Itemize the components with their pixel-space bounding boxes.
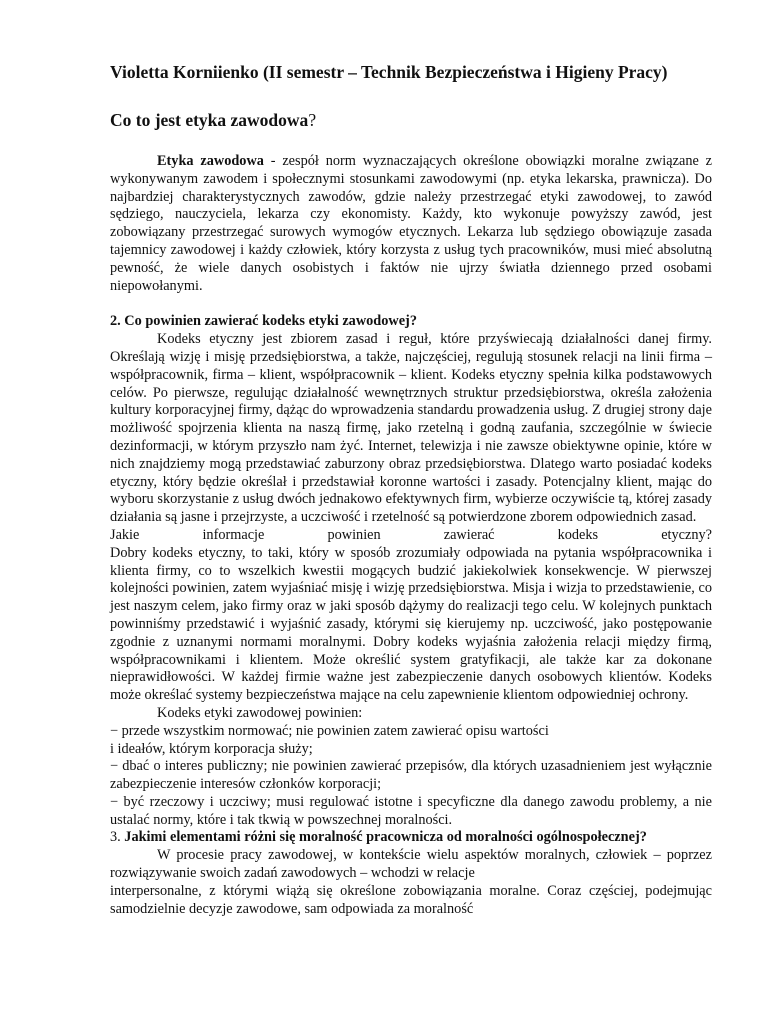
section-2-heading: 2. Co powinien zawierać kodeks etyki zawodowej? [110,313,417,330]
list-item-1a: − przede wszystkim normować; nie powinien zatem zawierać opisu wartości [110,722,549,739]
term-etyka-zawodowa: Etyka zawodowa [157,153,264,169]
document-title: Violetta Korniienko (II semestr – Technik Bezpieczeństwa i Higieny Pracy) [110,62,668,82]
paragraph-kodeks: Kodeks etyczny jest zbiorem zasad i reguł, które przyświecają działalności danej firmy. Określają wizję i misję przedsiębiorstwa, a także, najczęściej, regulują stosunek relacji na linii firma – współpracownik, firma – klient, współpracownik – klient. Kodeks etyczny spełnia kilka podstawowych celów. Po pierwsze, regulując działalność wewnętrznych struktur przedsiębiorstwa, określa założenia kultury korporacyjnej firmy, dążąc do wprowadzenia standardu prowadzenia usług. Z drugiej strony daje możliwość spojrzenia klienta na naszą firmę, jako rzetelną i godną zaufania, szczególnie w świecie dezinformacji, w którym przyszło nam żyć. Internet, telewizja i nie zawsze obiektywne opinie, które w nich znajdziemy mogą przedstawiać zaburzony obraz przedsiębiorstwa. Dlatego warto posiadać kodeks etyczny, który będzie określał i przedstawiał koronne wartości i zasady. Potencjalny klient, mając do wyboru skorzystanie z usług dwóch jednakowo efektywnych firm, wybierze oczywiście tą, której zasady działania są jasne i przejrzyste, a uczciwość i rzetelność są potwierdzone zborem odpowiednich zasad. [110,331,712,526]
list-item-2: − dbać o interes publiczny; nie powinien zawierać przepisów, dla których uzasadnieniem jest wyłącznie zabezpieczenie interesów członków korporacji; [110,758,712,793]
section-3-number: 3. [110,829,125,846]
list-intro: Kodeks etyki zawodowej powinien: [157,704,363,721]
list-item-1b: i ideałów, którym korporacja służy; [110,740,313,757]
section-3-heading-text: Jakimi elementami różni się moralność pracownicza od moralności ogólnospołecznej? [124,829,647,846]
list-item-3: − być rzeczowy i uczciwy; musi regulować istotne i specyficzne dla danego zawodu problemy, a nie ustalać normy, które i tak tkwią w powszechnej moralności. [110,793,712,828]
definition-text: - zespół norm wyznaczających określone obowiązki moralne związane z wykonywanym zawodem i społecznymi stosunkami zawodowymi (np. etyka lekarska, prawnicza). Do najbardziej charakterystycznych zawodów, gdzie należy przestrzegać etyki zawodowej, to zawód sędziego, nauczyciela, lekarza czy ekonomisty. Każdy, kto wykonuje powyższy zawód, jest zobowiązany przestrzegać surowych wymogów etycznych. Lekarza lub sędziego obowiązuje zasada tajemnicy zawodowej i każdy człowiek, który korzysta z usług tych pracowników, musi mieć absolutną pewność, że wiele danych osobistych i faktów nie ujrzy światła dziennego przed osobami niepowołanymi. [110,153,712,294]
paragraph-moralnosc-a: W procesie pracy zawodowej, w kontekście wielu aspektów moralnych, człowiek – poprzez rozwiązywanie swoich zadań zawodowych – wchodzi w relacje [110,847,712,882]
paragraph-dobry-kodeks: Dobry kodeks etyczny, to taki, który w sposób zrozumiały odpowiada na pytania współpracownika i klienta firmy, co to wszelkich kwestii mogących budzić jakiekolwiek konsekwencje. W pierwszej kolejności powinien, zatem wyjaśniać misję i wizję przedsiębiorstwa. Misja i wizja to przedstawienie, co jest naszym celem, jako firmy oraz w jaki sposób dążymy do realizacji tego celu. W kolejnych punktach powinniśmy przedstawić i wyjaśnić zasady, którymi się kierujemy np. uczciwość, jako postępowanie zgodnie z uznanymi normami moralnymi. Dobry kodeks wyjaśnia założenia relacji między firmą, współpracownikami i klientem. Może określić system gratyfikacji, ale także kar za dokonane nieprawidłowości. W każdej firmie ważne jest zabezpieczenie danych osobowych klientów. Kodeks może określać systemy bezpieczeństwa mające na celu zapewnienie klientom odpowiedniej ochrony. [110,544,712,704]
paragraph-definition [110,153,712,295]
question-line: Jakie informacje powinien zawierać kodeks etyczny? [110,526,712,543]
section-1-heading-mark: ? [308,110,317,130]
paragraph-moralnosc-b: interpersonalne, z którymi wiążą się określone zobowiązania moralne. Coraz częściej, podejmując samodzielnie decyzje zawodowe, sam odpowiada za moralność [110,882,712,917]
section-1-heading [110,110,712,131]
section-3-heading [110,829,712,847]
section-1-heading-text: Co to jest etyka zawodowa [110,110,309,130]
